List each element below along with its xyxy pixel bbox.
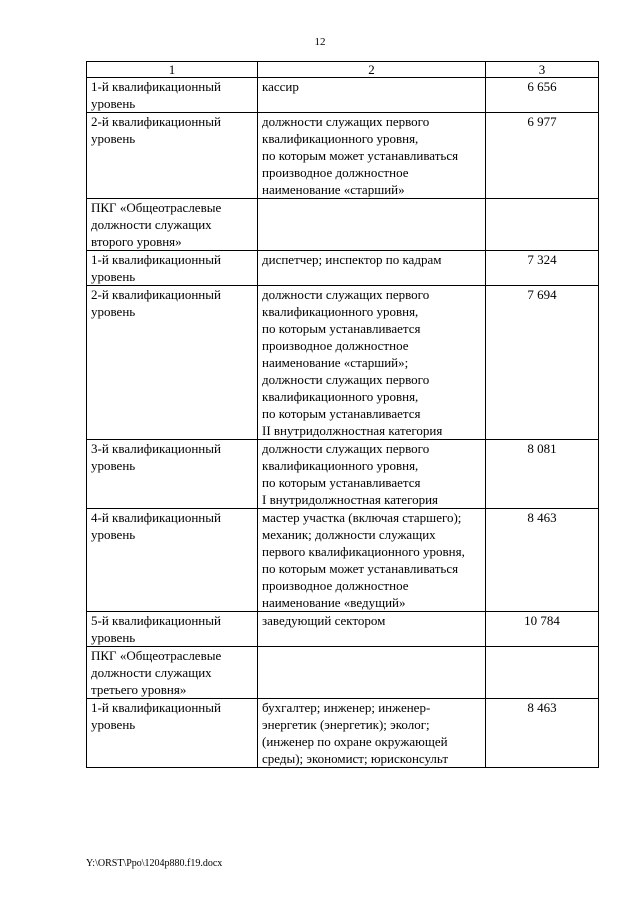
salary-cell: 8 463	[486, 509, 599, 612]
footer-file-path: Y:\ORST\Ppo\1204p880.f19.docx	[86, 858, 223, 869]
table-body	[87, 78, 599, 768]
positions-cell	[258, 199, 486, 251]
salary-cell: 7 324	[486, 251, 599, 286]
table-row	[87, 612, 599, 647]
page-number: 12	[314, 36, 326, 48]
positions-cell: должности служащих первого квалификационного уровня, по которым устанавливается I внутридолжностная категория	[258, 440, 486, 509]
column-header-3: 3	[486, 62, 599, 78]
positions-cell: заведующий сектором	[258, 612, 486, 647]
positions-cell: бухгалтер; инженер; инженер-энергетик (энергетик); эколог; (инженер по охране окружающей среды); экономист; юрисконсульт	[258, 699, 486, 768]
salary-table	[86, 61, 599, 768]
salary-cell	[486, 647, 599, 699]
salary-cell: 10 784	[486, 612, 599, 647]
table-row	[87, 509, 599, 612]
positions-cell: должности служащих первого квалификационного уровня, по которым устанавливается производное должностное наименование «старший»; должности служащих первого квалификационного уровня, по которым устанавливается II внутридолжностная категория	[258, 286, 486, 440]
salary-cell: 6 656	[486, 78, 599, 113]
qualification-level-cell: 2-й квалификационный уровень	[87, 286, 258, 440]
group-title-cell: ПКГ «Общеотраслевые должности служащих третьего уровня»	[87, 647, 258, 699]
qualification-level-cell: 1-й квалификационный уровень	[87, 699, 258, 768]
positions-cell: кассир	[258, 78, 486, 113]
positions-cell: мастер участка (включая старшего); механик; должности служащих первого квалификационного уровня, по которым может устанавливаться производное должностное наименование «ведущий»	[258, 509, 486, 612]
qualification-level-cell: 1-й квалификационный уровень	[87, 251, 258, 286]
qualification-level-cell: 2-й квалификационный уровень	[87, 113, 258, 199]
table-row	[87, 699, 599, 768]
table-row	[87, 113, 599, 199]
table-row	[87, 251, 599, 286]
table-row	[87, 286, 599, 440]
table-row	[87, 78, 599, 113]
table-header	[87, 62, 599, 78]
salary-cell: 8 081	[486, 440, 599, 509]
qualification-level-cell: 4-й квалификационный уровень	[87, 509, 258, 612]
salary-cell: 6 977	[486, 113, 599, 199]
group-row	[87, 647, 599, 699]
salary-cell: 7 694	[486, 286, 599, 440]
group-title-cell: ПКГ «Общеотраслевые должности служащих второго уровня»	[87, 199, 258, 251]
salary-cell: 8 463	[486, 699, 599, 768]
qualification-level-cell: 3-й квалификационный уровень	[87, 440, 258, 509]
group-row	[87, 199, 599, 251]
positions-cell	[258, 647, 486, 699]
column-header-2: 2	[258, 62, 486, 78]
qualification-level-cell: 1-й квалификационный уровень	[87, 78, 258, 113]
salary-cell	[486, 199, 599, 251]
header-row	[87, 62, 599, 78]
positions-cell: диспетчер; инспектор по кадрам	[258, 251, 486, 286]
table-row	[87, 440, 599, 509]
qualification-level-cell: 5-й квалификационный уровень	[87, 612, 258, 647]
positions-cell: должности служащих первого квалификационного уровня, по которым может устанавливаться производное должностное наименование «старший»	[258, 113, 486, 199]
column-header-1: 1	[87, 62, 258, 78]
